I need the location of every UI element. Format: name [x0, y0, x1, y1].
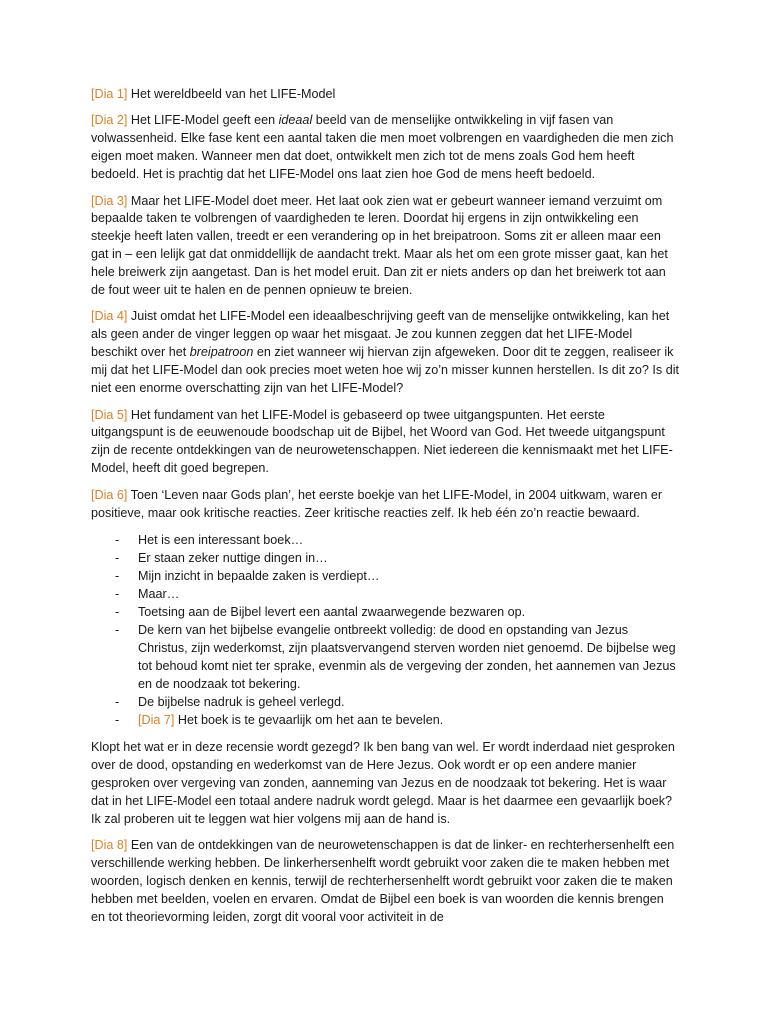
- emphasis-text: ideaal: [278, 113, 313, 128]
- list-item: - De bijbelse nadruk is geheel verlegd.: [91, 694, 680, 712]
- dia-label: [Dia 4]: [91, 309, 128, 324]
- list-item: - De kern van het bijbelse evangelie ontbreekt volledig: de dood en opstanding van Jezus Christus, zijn wederkomst, zijn plaatsvervangend sterven worden niet genoemd. De bijbelse weg tot behoud komt niet ter sprake, evenmin als de vergeving der zonden, het aannemen van Jezus en de noodzaak tot bekering.: [91, 622, 680, 694]
- dia-label: [Dia 1]: [91, 87, 128, 101]
- list-item: - Maar…: [91, 586, 680, 604]
- dia-label: [Dia 6]: [91, 487, 128, 502]
- paragraph-dia-8: [91, 837, 680, 927]
- paragraph-dia-4: [91, 308, 680, 398]
- dia-label: [Dia 8]: [91, 838, 128, 853]
- paragraph-text: en ziet wanneer wij hiervan zijn afgeweken. Door dit te zeggen, realiseer ik mij dat het LIFE-Model dan ook precies moet weten hoe wij zo’n misser kunnen herstellen. Is dit zo? Is dit niet een enorme overschatting zijn van het LIFE-Model?: [91, 345, 679, 396]
- paragraph-text: Het LIFE-Model geeft een: [127, 113, 279, 128]
- paragraph-dia-2: [91, 112, 680, 184]
- paragraph-dia-3: [91, 193, 680, 300]
- list-item: - Er staan zeker nuttige dingen in…: [91, 550, 680, 568]
- emphasis-text: breipatroon: [189, 345, 254, 360]
- paragraph-text: beeld van de menselijke ontwikkeling in vijf fasen van volwassenheid. Elke fase kent een aantal taken die men moet volbrengen en vaardigheden die men zich eigen moet maken. Wanneer men dat doet, ontwikkelt men zich tot de mens zoals God hem heeft bedoeld. Het is prachtig dat het LIFE-Model ons laat zien hoe God de mens heeft bedoeld.: [91, 113, 674, 182]
- paragraph-text: Een van de ontdekkingen van de neurowetenschappen is dat de linker- en rechterhersenhelft een verschillende werking hebben. De linkerhersenhelft wordt gebruikt voor zaken die te maken hebben met woorden, logisch denken en kennis, terwijl de rechterhersenhelft wordt gebruikt voor zaken die te maken hebben met beelden, voelen en ervaren. Omdat de Bijbel een boek is van woorden die kennis brengen en tot theorievorming leiden, zorgt dit vooral voor activiteit in de: [91, 838, 675, 925]
- paragraph-text: Het fundament van het LIFE-Model is gebaseerd op twee uitgangspunten. Het eerste uitgangspunt is de eeuwenoude boodschap uit de Bijbel, het Woord van God. Het tweede uitgangspunt zijn de recente ontdekkingen van de neurowetenschappen. Niet iedereen die kennismaakt met het LIFE-Model, heeft dit goed begrepen.: [91, 407, 673, 476]
- paragraph-dia-6: [91, 487, 680, 523]
- dia-label: [Dia 5]: [91, 407, 128, 422]
- list-item: - Het is een interessant boek…: [91, 532, 680, 550]
- dia-label: [Dia 3]: [91, 193, 128, 208]
- dia-label: [Dia 2]: [91, 113, 128, 128]
- review-bullet-list: [91, 532, 680, 729]
- list-item: - Mijn inzicht in bepaalde zaken is verdiept…: [91, 568, 680, 586]
- paragraph-text: Toen ‘Leven naar Gods plan’, het eerste boekje van het LIFE-Model, in 2004 uitkwam, waren er positieve, maar ook kritische reacties. Zeer kritische reacties zelf. Ik heb één zo’n reactie bewaard.: [91, 487, 663, 520]
- paragraph-conclusion: [91, 739, 680, 829]
- dia-label: [Dia 7]: [138, 712, 175, 727]
- paragraph-text: Het wereldbeeld van het LIFE-Model: [127, 87, 336, 101]
- paragraph-text: Juist omdat het LIFE-Model een ideaalbeschrijving geeft van de menselijke ontwikkeling, kan het als geen ander de vinger leggen op waar het misgaat. Je zou kunnen zeggen dat het LIFE-Model beschikt over het: [91, 309, 670, 360]
- list-item: - [Dia 7] Het boek is te gevaarlijk om het aan te bevelen.: [91, 712, 680, 730]
- paragraph-text: Klopt het wat er in deze recensie wordt gezegd? Ik ben bang van wel. Er wordt inderdaad niet gesproken over de dood, opstanding en wederkomst van de Here Jezus. Ook wordt er op een andere manier gesproken over vergeving van zonden, aanneming van Jezus en de noodzaak tot bekering. Het is waar dat in het LIFE-Model een totaal andere nadruk wordt gelegd. Maar is het daarmee een gevaarlijk boek? Ik zal proberen uit te leggen wat hier volgens mij aan de hand is.: [91, 740, 675, 827]
- paragraph-dia-5: [91, 407, 680, 479]
- paragraph-text: Maar het LIFE-Model doet meer. Het laat ook zien wat er gebeurt wanneer iemand verzuimt om bepaalde taken te volbrengen of vaardigheden te leren. Doordat hij ergens in zijn ontwikkeling een steekje heeft laten vallen, treedt er een verandering op in het breipatroon. Soms zit er alleen maar een gat in – een lelijk gat dat onmiddellijk de aandacht trekt. Maar als het om een grote misser gaat, kan het hele breiwerk zijn aangetast. Dan is het model eruit. Dan zit er niets anders op dan het breiwerk tot aan de fout weer uit te halen en de pennen opnieuw te breien.: [91, 193, 668, 298]
- paragraph-dia-1: [91, 86, 680, 104]
- list-item: - Toetsing aan de Bijbel levert een aantal zwaarwegende bezwaren op.: [91, 604, 680, 622]
